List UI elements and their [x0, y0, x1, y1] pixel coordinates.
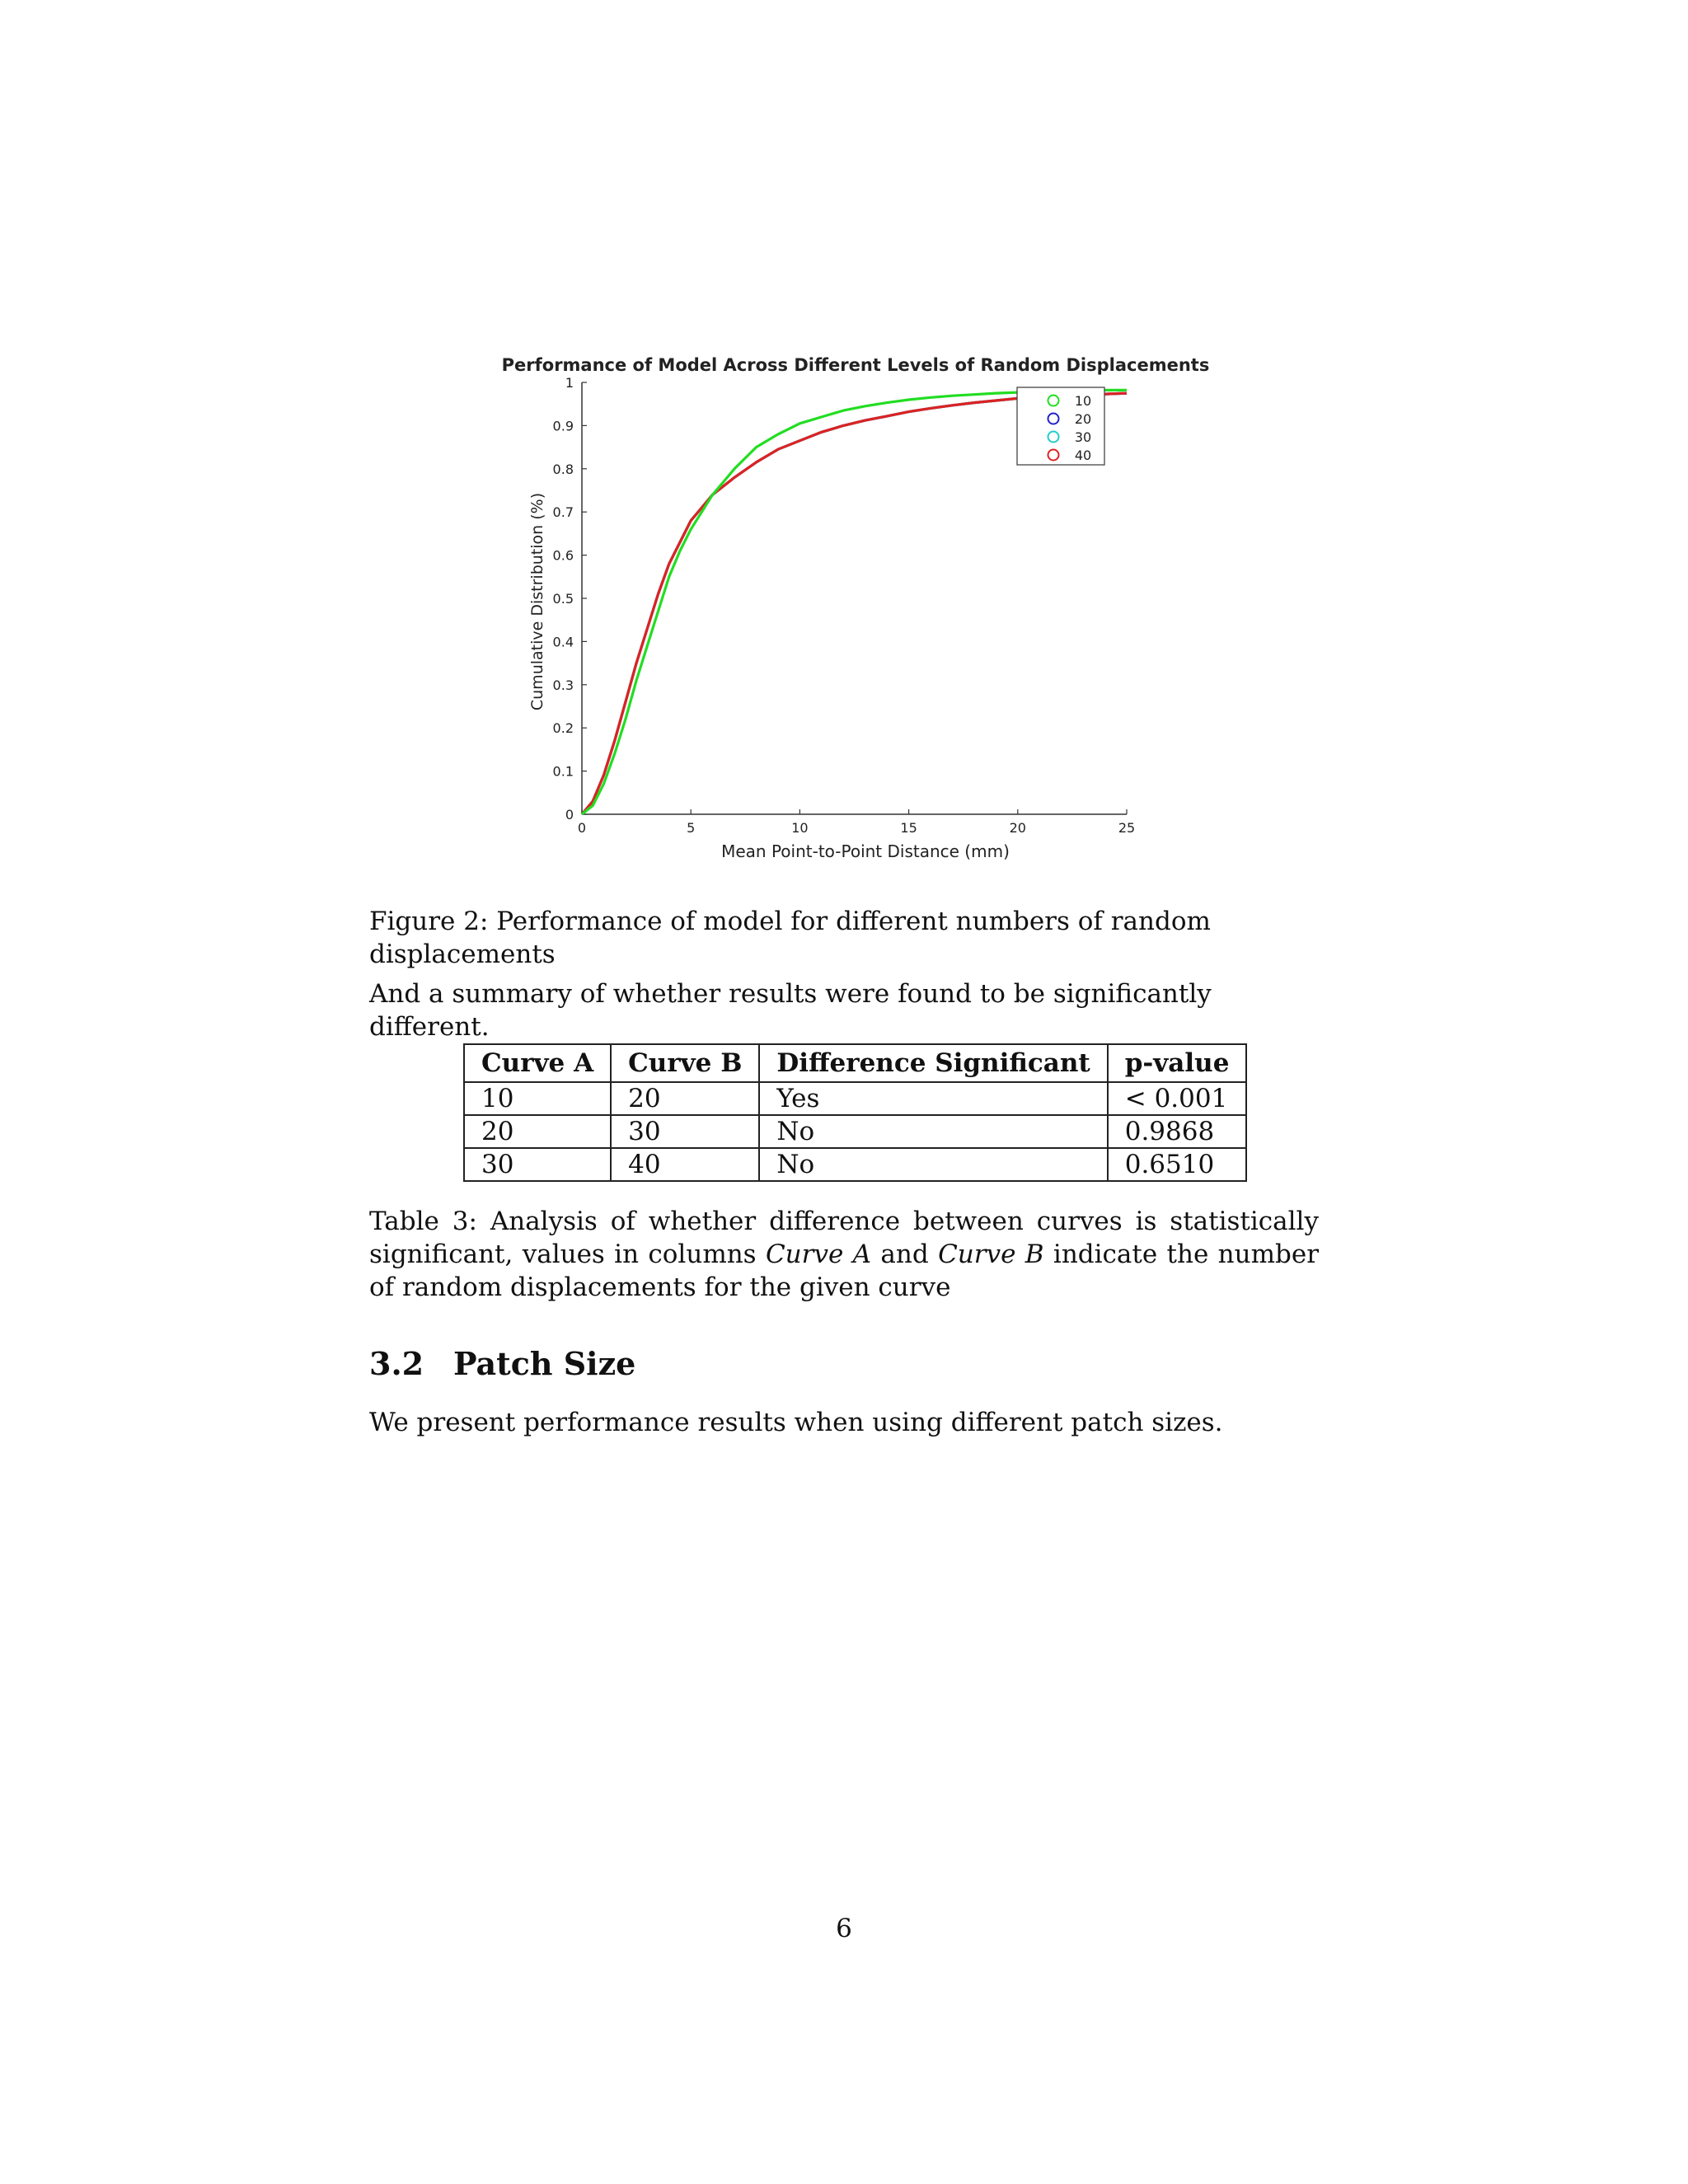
chart-legend [1017, 387, 1104, 465]
y-axis-label: Cumulative Distribution (%) [528, 492, 546, 711]
legend-label: 30 [1074, 429, 1092, 445]
x-tick-label: 15 [900, 820, 917, 836]
table-cell: Yes [759, 1082, 1107, 1115]
y-tick-label: 0.1 [552, 763, 574, 780]
results-table [463, 1043, 1247, 1182]
y-tick-label: 0.8 [552, 461, 574, 477]
table-row [464, 1082, 1246, 1115]
section-number: 3.2 [369, 1345, 424, 1382]
figure-caption: Figure 2: Performance of model for different numbers of random displacements [369, 907, 1211, 969]
x-tick-label: 5 [687, 820, 696, 836]
y-tick-label: 0 [565, 807, 574, 823]
x-axis-label: Mean Point-to-Point Distance (mm) [721, 841, 1010, 861]
x-tick-label: 25 [1118, 820, 1136, 836]
y-tick-label: 0.4 [552, 634, 574, 650]
table-row [464, 1115, 1246, 1148]
legend-label: 40 [1074, 448, 1092, 463]
table-cell: 20 [464, 1115, 611, 1148]
y-tick-label: 0.3 [552, 677, 574, 693]
cdf-chart [495, 346, 1236, 874]
legend-label: 20 [1074, 411, 1092, 427]
table-caption-text: and [871, 1240, 939, 1269]
y-tick-label: 0.2 [552, 720, 574, 737]
table-caption-italic: Curve B [938, 1240, 1044, 1269]
table-header-cell: p-value [1108, 1044, 1247, 1082]
body-paragraph: We present performance results when using different patch sizes. [369, 1408, 1223, 1437]
y-tick-label: 0.9 [552, 418, 574, 434]
x-tick-label: 20 [1009, 820, 1026, 836]
table-caption-text: Table 3: Analysis of whether difference between curves is statistically significant, values in columns [369, 1207, 1319, 1269]
x-tick-label: 10 [791, 820, 809, 836]
y-tick-label: 1 [565, 375, 574, 391]
table-header-cell: Curve B [611, 1044, 759, 1082]
table-cell: 30 [464, 1148, 611, 1181]
body-paragraph: And a summary of whether results were found to be significantly different. [369, 979, 1212, 1042]
table-caption [369, 1205, 1319, 1304]
table-cell: 40 [611, 1148, 759, 1181]
table-cell: 0.6510 [1108, 1148, 1247, 1181]
table-header-cell: Curve A [464, 1044, 611, 1082]
table-cell: 10 [464, 1082, 611, 1115]
table-cell: No [759, 1115, 1107, 1148]
table-caption-text: indicate the number of random displacements for the given curve [369, 1240, 1320, 1302]
table-cell: 0.9868 [1108, 1115, 1247, 1148]
x-tick-label: 0 [577, 820, 587, 836]
y-tick-label: 0.6 [552, 547, 574, 564]
table-header-cell: Difference Significant [759, 1044, 1107, 1082]
table-cell: 20 [611, 1082, 759, 1115]
table-cell: No [759, 1148, 1107, 1181]
table-row [464, 1148, 1246, 1181]
chart-title: Performance of Model Across Different Levels of Random Displacements [501, 355, 1210, 375]
table-header-row [464, 1044, 1246, 1082]
table-caption-italic: Curve A [765, 1240, 872, 1269]
legend-label: 10 [1074, 393, 1092, 409]
page-number: 6 [836, 1914, 852, 1943]
table-cell: < 0.001 [1108, 1082, 1247, 1115]
figure [495, 346, 1236, 874]
y-tick-label: 0.7 [552, 504, 574, 521]
y-tick-label: 0.5 [552, 591, 574, 607]
section-heading [369, 1345, 635, 1382]
table-cell: 30 [611, 1115, 759, 1148]
section-title: Patch Size [453, 1345, 636, 1382]
